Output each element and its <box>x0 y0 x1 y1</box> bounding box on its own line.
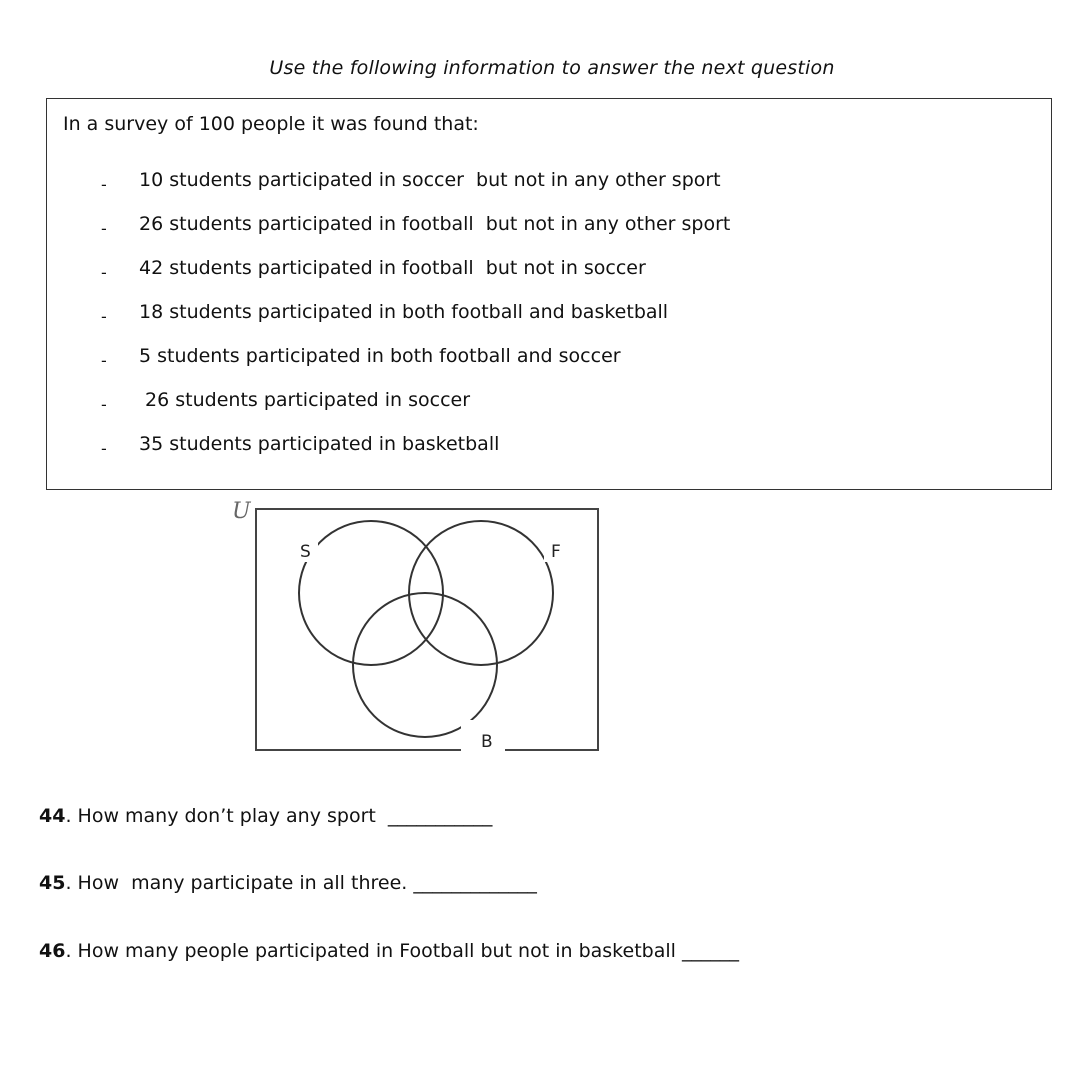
question-number: 44 <box>39 805 66 827</box>
list-item <box>47 433 500 483</box>
question-number: 46 <box>39 940 66 962</box>
list-item <box>47 213 731 263</box>
fact-text: 26 students participated in football but not in any other sport <box>139 213 731 235</box>
venn-diagram <box>228 496 608 756</box>
question-text: . How many participate in all three. _____________ <box>65 872 537 894</box>
fact-text: 42 students participated in football but not in soccer <box>139 257 646 279</box>
fact-text: 35 students participated in basketball <box>139 433 500 455</box>
question-45 <box>39 872 537 894</box>
bullet-dash: - <box>101 395 107 414</box>
football-label: F <box>551 542 561 562</box>
bullet-dash: - <box>101 351 107 370</box>
question-text: . How many people participated in Football but not in basketball ______ <box>65 940 739 962</box>
bullet-dash: - <box>101 175 107 194</box>
question-text: . How many don’t play any sport ___________ <box>65 805 493 827</box>
bullet-dash: - <box>101 219 107 238</box>
question-number: 45 <box>39 872 66 894</box>
bullet-dash: - <box>101 263 107 282</box>
bullet-dash: - <box>101 439 107 458</box>
list-item <box>47 389 471 439</box>
bullet-dash: - <box>101 307 107 326</box>
survey-facts-list <box>47 169 731 483</box>
soccer-label: S <box>300 542 311 562</box>
survey-info-box <box>46 98 1052 490</box>
list-item <box>47 257 646 307</box>
list-item <box>47 301 669 351</box>
fact-text: 10 students participated in soccer but not in any other sport <box>139 169 721 191</box>
universe-label: U <box>232 499 251 524</box>
instruction-text: Use the following information to answer the next question <box>269 57 835 79</box>
fact-text: 5 students participated in both football and soccer <box>139 345 621 367</box>
fact-text: 18 students participated in both football and basketball <box>139 301 669 323</box>
basketball-label: B <box>481 732 493 752</box>
question-44 <box>39 805 492 827</box>
fact-text: 26 students participated in soccer <box>139 389 471 411</box>
list-item <box>47 169 721 219</box>
question-46 <box>39 940 739 962</box>
survey-intro: In a survey of 100 people it was found that: <box>63 113 479 135</box>
list-item <box>47 345 621 395</box>
